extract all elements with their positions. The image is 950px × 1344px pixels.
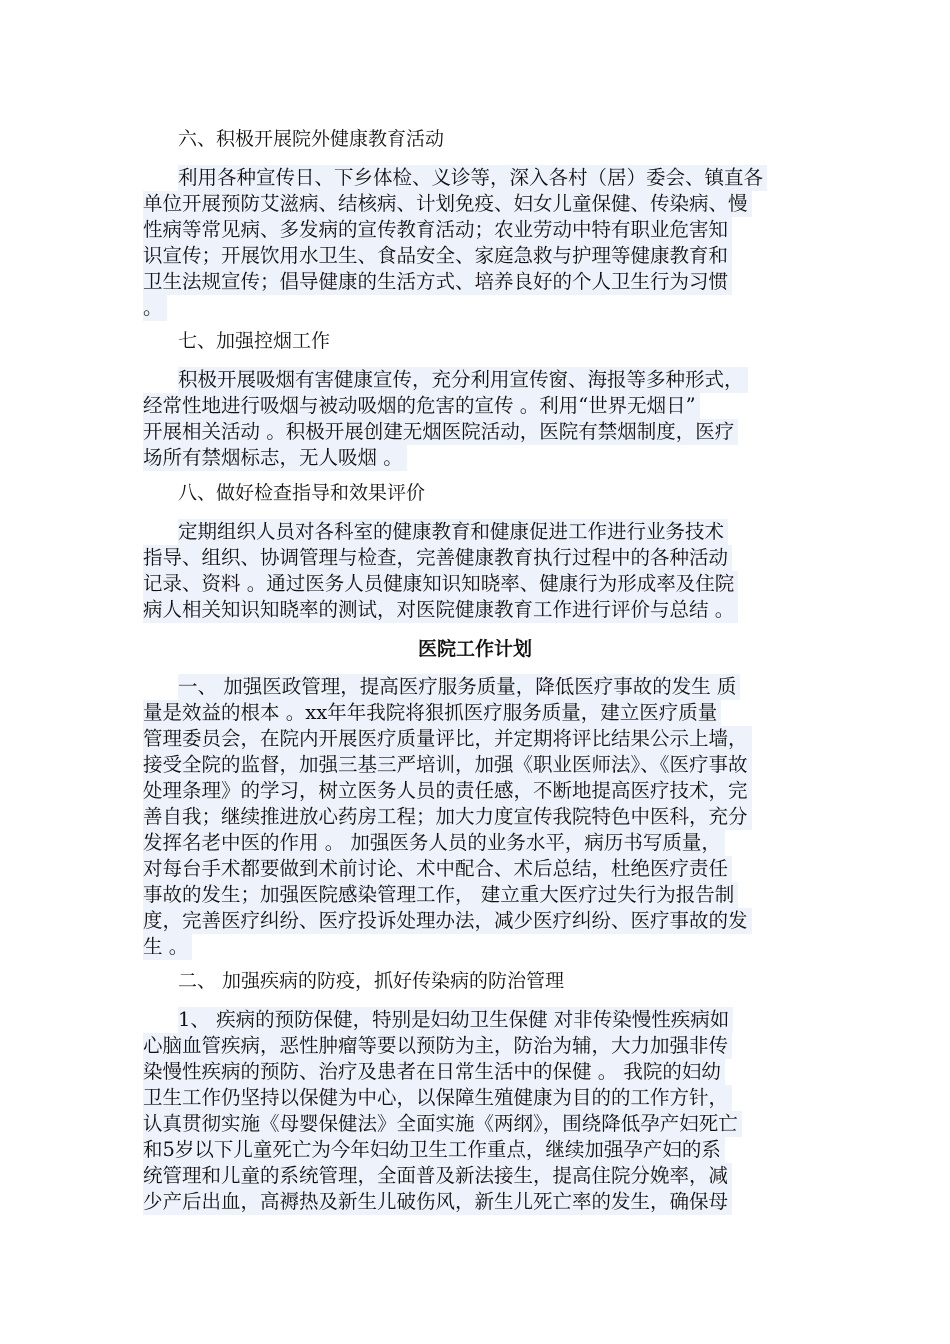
paragraph-line: 处理条理》的学习，树立医务人员的责任感，不断地提高医疗技术，完 bbox=[143, 778, 752, 804]
paragraph-line: 识宣传；开展饮用水卫生、食品安全、家庭急救与护理等健康教育和 bbox=[143, 243, 732, 269]
paragraph-line: 少产后出血，高褥热及新生儿破伤风，新生儿死亡率的发生，确保母 bbox=[143, 1189, 732, 1215]
paragraph-line: 量是效益的根本 。xx年年我院将狠抓医疗服务质量，建立医疗质量 bbox=[143, 700, 721, 726]
section-heading: 八、做好检查指导和效果评价 bbox=[178, 482, 426, 504]
section-heading: 七、加强控烟工作 bbox=[178, 330, 331, 352]
paragraph-line: 事故的发生；加强医院感染管理工作， 建立重大医疗过失行为报告制 bbox=[143, 882, 738, 908]
paragraph-line: 卫生法规宣传；倡导健康的生活方式、培养良好的个人卫生行为习惯 bbox=[143, 269, 732, 295]
paragraph-line: 利用各种宣传日、下乡体检、义诊等，深入各村（居）委会、镇直各 bbox=[178, 165, 767, 191]
paragraph-line: 卫生工作仍坚持以保健为中心，以保障生殖健康为目的的工作方针， bbox=[143, 1085, 732, 1111]
paragraph-line: 单位开展预防艾滋病、结核病、计划免疫、妇女儿童保健、传染病、慢 bbox=[143, 191, 752, 217]
paragraph-line: 善自我；继续推进放心药房工程；加大力度宣传我院特色中医科，充分 bbox=[143, 804, 752, 830]
paragraph-line: 认真贯彻实施《母婴保健法》全面实施《两纲》，围绕降低孕产妇死亡 bbox=[143, 1111, 742, 1137]
page-title: 医院工作计划 bbox=[417, 638, 532, 660]
paragraph-line: 场所有禁烟标志，无人吸烟 。 bbox=[143, 445, 407, 471]
section-heading: 二、 加强疾病的防疫，抓好传染病的防治管理 bbox=[178, 970, 565, 992]
paragraph-line: 指导、组织、协调管理与检查，完善健康教育执行过程中的各种活动 bbox=[143, 545, 732, 571]
paragraph-line: 经常性地进行吸烟与被动吸烟的危害的宣传 。利用“世界无烟日” bbox=[143, 393, 700, 419]
paragraph-line: 。 bbox=[143, 295, 167, 321]
paragraph-line: 性病等常见病、多发病的宣传教育活动；农业劳动中特有职业危害知 bbox=[143, 217, 732, 243]
paragraph-line: 病人相关知识知晓率的测试，对医院健康教育工作进行评价与总结 。 bbox=[143, 597, 738, 623]
paragraph-line: 对每台手术都要做到术前讨论、术中配合、术后总结，杜绝医疗责任 bbox=[143, 856, 732, 882]
paragraph-line: 管理委员会，在院内开展医疗质量评比，并定期将评比结果公示上墙， bbox=[143, 726, 752, 752]
paragraph-line: 生 。 bbox=[143, 934, 192, 960]
paragraph-line: 一、 加强医政管理，提高医疗服务质量，降低医疗事故的发生 质 bbox=[178, 674, 740, 700]
paragraph-line: 度，完善医疗纠纷、医疗投诉处理办法，减少医疗纠纷、医疗事故的发 bbox=[143, 908, 752, 934]
paragraph-line: 接受全院的监督，加强三基三严培训，加强《职业医师法》、《医疗事故 bbox=[143, 752, 752, 778]
paragraph-line: 和5岁以下儿童死亡为今年妇幼卫生工作重点，继续加强孕产妇的系 bbox=[143, 1137, 725, 1163]
paragraph-line: 定期组织人员对各科室的健康教育和健康促进工作进行业务技术 bbox=[178, 519, 728, 545]
paragraph-line: 心脑血管疾病，恶性肿瘤等要以预防为主，防治为辅，大力加强非传 bbox=[143, 1033, 732, 1059]
paragraph-line: 积极开展吸烟有害健康宣传，充分利用宣传窗、海报等多种形式， bbox=[178, 367, 748, 393]
paragraph-line: 染慢性疾病的预防、治疗及患者在日常生活中的保健 。 我院的妇幼 bbox=[143, 1059, 725, 1085]
paragraph-line: 1、 疾病的预防保健，特别是妇幼卫生保健 对非传染慢性疾病如 bbox=[178, 1007, 733, 1033]
paragraph-line: 开展相关活动 。积极开展创建无烟医院活动，医院有禁烟制度，医疗 bbox=[143, 419, 738, 445]
paragraph-line: 统管理和儿童的系统管理，全面普及新法接生，提高住院分娩率，减 bbox=[143, 1163, 732, 1189]
paragraph-line: 记录、资料 。通过医务人员健康知识知晓率、健康行为形成率及住院 bbox=[143, 571, 738, 597]
paragraph-line: 发挥名老中医的作用 。 加强医务人员的业务水平，病历书写质量， bbox=[143, 830, 725, 856]
section-heading: 六、积极开展院外健康教育活动 bbox=[178, 128, 445, 150]
